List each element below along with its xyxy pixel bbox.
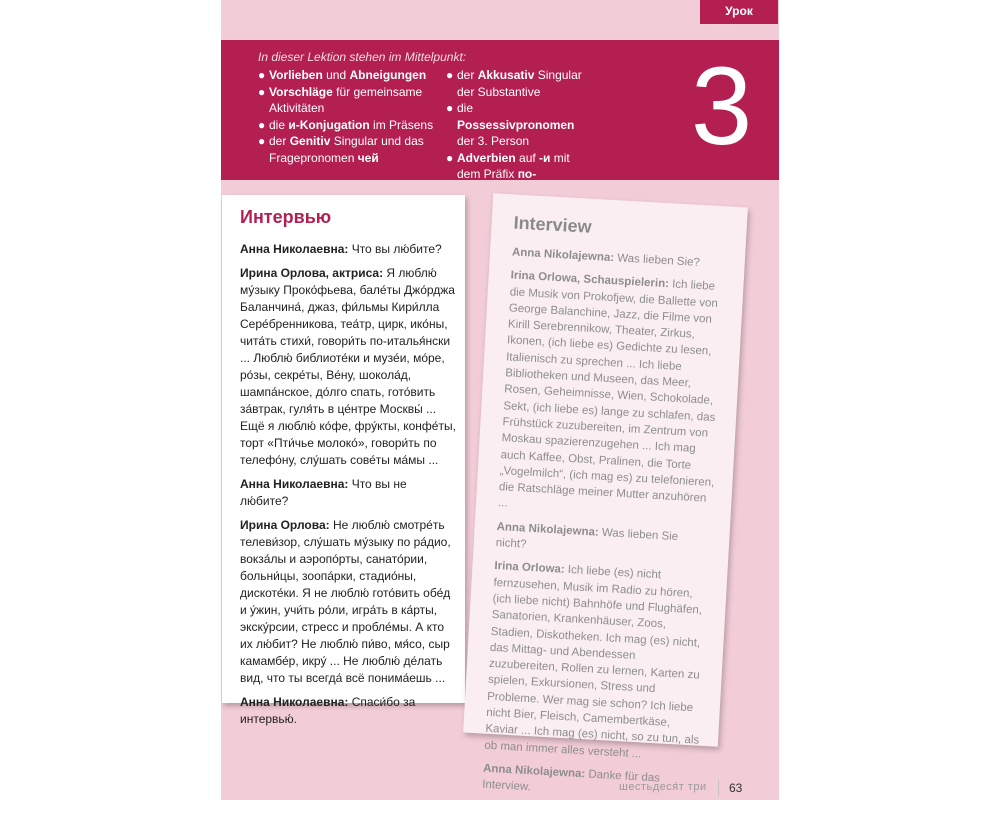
topic-text: Singular und das Fragepronomen xyxy=(269,134,424,165)
topic-text: und xyxy=(322,68,350,82)
banner-intro: In dieser Lektion stehen im Mittelpunkt: xyxy=(258,50,467,64)
dialogue-line xyxy=(484,558,710,765)
topic-text: по- xyxy=(517,167,537,181)
topic-text: die xyxy=(269,117,289,132)
bullet-icon: ● xyxy=(258,134,266,148)
dialogue-line xyxy=(497,268,725,524)
topics-list-left xyxy=(258,67,443,166)
dialogue-line xyxy=(512,244,728,272)
page-number-word: шестьдеся́т три xyxy=(619,781,707,793)
topic-item xyxy=(446,67,586,100)
speaker-name: Anna Nikolajewna: xyxy=(496,520,600,539)
topic-text: für gemeinsame Aktivitäten xyxy=(269,84,423,115)
topic-item xyxy=(258,117,443,134)
russian-interview-card xyxy=(222,195,465,726)
bullet-icon: ● xyxy=(446,150,454,165)
topic-item xyxy=(446,100,586,150)
speech-text: Was lieben Sie nicht? xyxy=(495,526,679,551)
speech-text: Ich liebe (es) nicht fernzusehen, Musik im Radio zu hören, (ich liebe nicht) Bahnhöfe und Flughäfen, Sanatorien, Krankenhäuser, Zoos, Stadien, Diskotheken. Ich mag (es) nicht, das Mittag- und Abendessen zuzubereiten, Rollen zu lernen, Karten zu spielen, Exkursionen, Stress und Probleme. Wer mag sie schon? Ich liebe nicht Bier, Fleisch, Camembertkäse, Kaviar ... Ich mag (es) nicht, so zu tun, als ob man immer alles versteht ... xyxy=(484,564,703,761)
speech-text: Я люблю́ му́зыку Проко́фьева, бале́ты Джо́рджа Баланчина́, джаз, фи́льмы Кири́лла Сере́бренникова, теа́тр, цирк, ико́ны, чита́ть стихи́, говори́ть по-италья́нски ... Люблю́ библиоте́ки и музе́и, мо́ре, ро́зы, секре́ты, Ве́ну, шокола́д, шампа́нское, до́лго спать, гото́вить за́втрак, гуля́ть в це́нтре Москвы́ ... Ещё я люблю́ ко́фе, фру́кты, конфе́ты, торт «Пти́чье молоко́», говори́ть по телефо́ну, слу́шать сове́ты ма́мы ... xyxy=(240,266,456,467)
topics-list-right xyxy=(446,67,586,183)
speaker-name: Анна Николаевна: xyxy=(240,695,349,709)
dialogue-line xyxy=(240,476,456,510)
dialogue-line xyxy=(240,241,456,258)
page-number: 63 xyxy=(729,781,743,795)
dialogue-line xyxy=(240,694,456,728)
dialogue-line xyxy=(240,517,456,687)
speaker-name: Anna Nikolajewna: xyxy=(511,246,615,265)
speaker-name: Анна Николаевна: xyxy=(240,477,349,491)
speech-text: Что вы не лю́бите? xyxy=(240,477,407,508)
lesson-number: 3 xyxy=(691,45,753,168)
topic-text: Genitiv xyxy=(289,134,331,148)
speech-text: Что вы лю́бите? xyxy=(348,242,442,256)
speaker-name: Ирина Орлова, актриса: xyxy=(240,266,384,280)
dialogue-line xyxy=(240,265,456,469)
topic-text: -и xyxy=(539,150,551,165)
speech-text: Danke für das Interview. xyxy=(481,768,661,794)
bullet-icon: ● xyxy=(258,68,266,82)
russian-interview-text xyxy=(240,241,456,735)
dialogue-line xyxy=(495,519,711,564)
speech-text: Не люблю́ смотре́ть телеви́зор, слу́шать му́зыку по ра́дио, вокза́лы и аэропо́рты, санато́рии, больни́цы, зоопа́рки, стадио́ны, дискоте́ки. Я не люблю́ гото́вить обе́д и у́жин, учи́ть ро́ли, игра́ть в ка́рты, экску́рсии, стресс и пробле́мы. А кто их лю́бит? Не люблю́ пи́во, мя́со, сыр камамбе́р, икру́ ... Не люблю́ де́лать вид, что ты всегда́ всё понима́ешь ... xyxy=(240,518,451,685)
topic-text: Vorlieben xyxy=(269,68,323,82)
bullet-icon: ● xyxy=(258,84,266,99)
topic-text: der 3. Person xyxy=(457,134,530,148)
speaker-name: Irina Orlowa, Schauspielerin: xyxy=(510,269,670,291)
topic-text: Adverbien xyxy=(457,150,516,165)
topic-text: Abneigungen xyxy=(349,68,427,82)
speaker-name: Ирина Орлова: xyxy=(240,518,330,532)
topic-text: Vorschläge xyxy=(269,84,333,99)
lesson-banner xyxy=(221,40,779,180)
topic-text: чей xyxy=(357,150,379,165)
topic-item xyxy=(258,84,443,117)
speaker-name: Irina Orlowa: xyxy=(494,560,565,577)
topic-item xyxy=(258,67,443,84)
speech-text: Ich liebe die Musik von Prokofjew, die Ballette von George Balanchine, Jazz, die Filme von Kirill Serebrennikow, Theater, Zirkus, Ikonen, (ich liebe es) Gedichte zu lesen, Italienisch zu sprechen ... Ich liebe Bibliotheken und Museen, das Meer, Rosen, Geheimnisse, Wien, Schokolade, Sekt, (ich liebe es) lange zu schlafen, das Frühstück zuzubereiten, im Zentrum von Moskau spazierenzugehen ... Ich mag auch Kaffee, Obst, Pralinen, die Torte „Vogelmilch“, (ich mag es) zu telefonieren, die Ratschläge meiner Mutter anzuhören ... xyxy=(497,278,719,511)
german-interview-title: Interview xyxy=(513,212,593,237)
topic-text: die xyxy=(457,101,474,115)
speaker-name: Анна Николаевна: xyxy=(240,242,349,256)
topic-text: auf xyxy=(515,150,540,165)
topic-text: im Präsens xyxy=(369,117,434,132)
speaker-name: Anna Nikolajewna: xyxy=(482,762,586,781)
bullet-icon: ● xyxy=(258,117,266,132)
topic-text: и-Konjugation xyxy=(288,117,370,132)
russian-interview-title: Интервью xyxy=(240,207,332,227)
topic-item xyxy=(258,133,443,166)
lesson-label-tab: Урок xyxy=(700,0,778,24)
footer-divider xyxy=(718,780,719,796)
topic-text: Singular der Substantive xyxy=(457,68,582,99)
topic-item xyxy=(446,150,586,183)
speech-text: Спаси́бо за интервью́. xyxy=(240,695,416,726)
bullet-icon: ● xyxy=(446,101,454,115)
topic-text: Possessivpronomen xyxy=(457,117,575,132)
german-interview-text xyxy=(481,244,727,812)
topic-text: mit dem Präfix xyxy=(457,150,570,181)
topic-text: der xyxy=(457,68,478,82)
bullet-icon: ● xyxy=(446,68,454,82)
speech-text: Was lieben Sie? xyxy=(613,252,701,269)
topic-text: der xyxy=(269,134,290,148)
topic-text: Akkusativ xyxy=(477,68,535,82)
